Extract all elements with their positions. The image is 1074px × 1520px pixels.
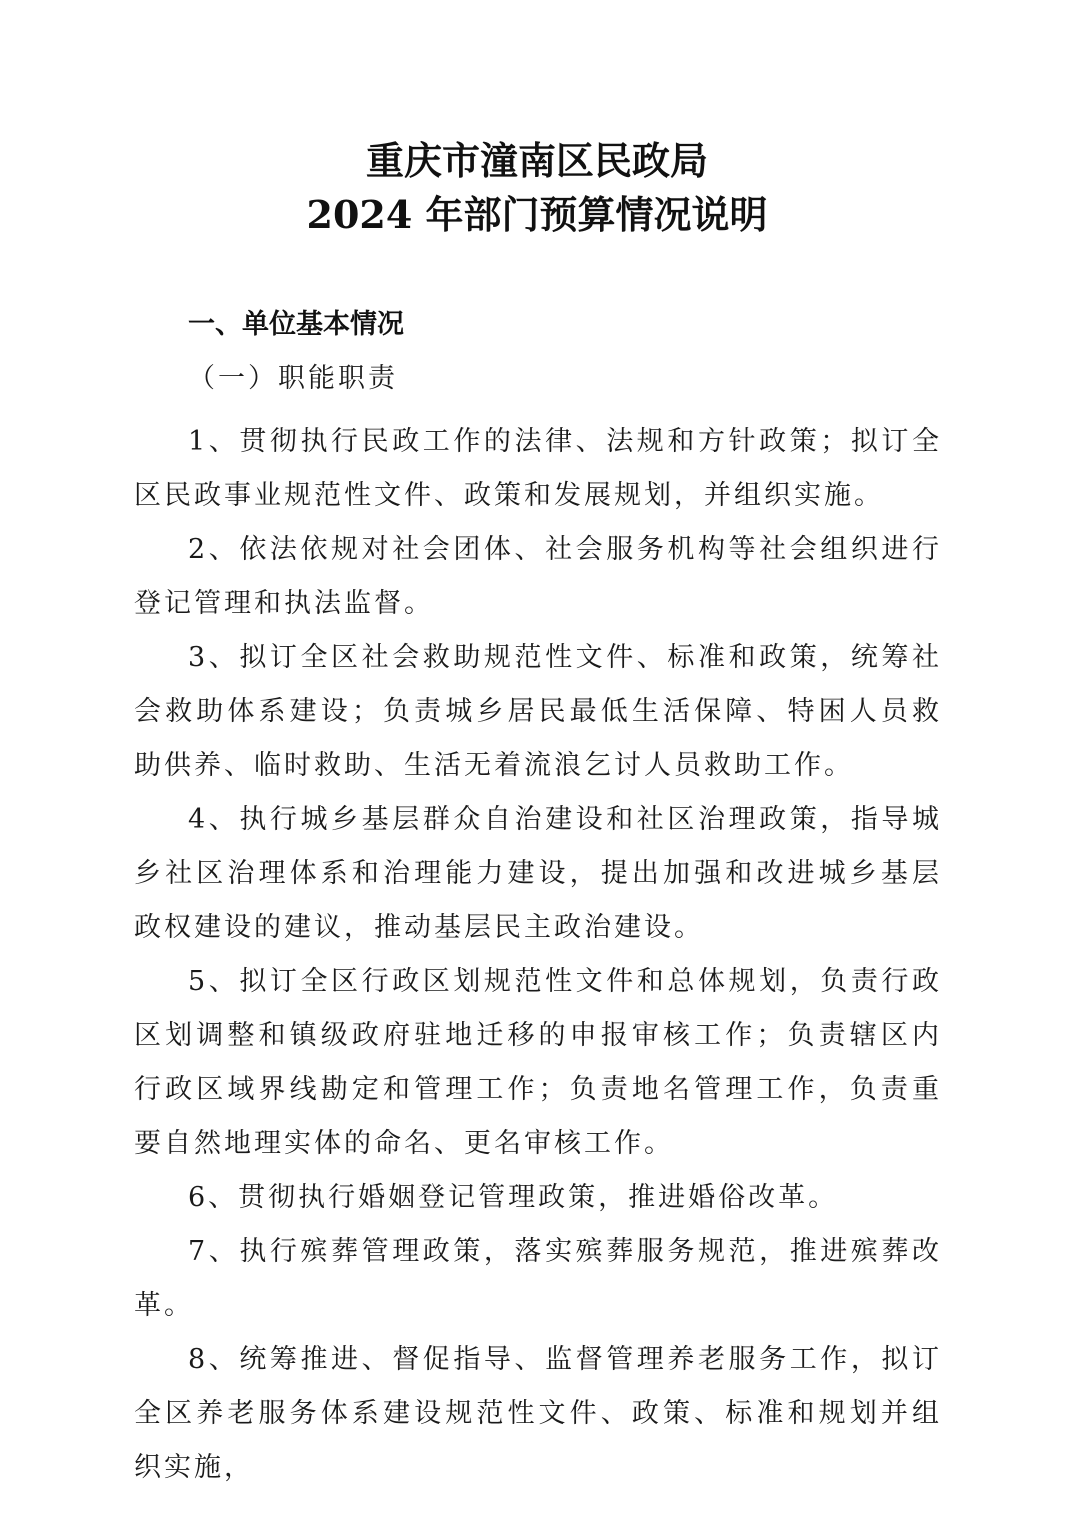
duty-item-7: 7、执行殡葬管理政策，落实殡葬服务规范，推进殡葬改革。 xyxy=(134,1236,942,1321)
document-title-line-2: 2024 年部门预算情况说明 xyxy=(306,192,768,237)
duty-item-5: 5、拟订全区行政区划规范性文件和总体规划，负责行政区划调整和镇级政府驻地迁移的申报审核工作；负责辖区内行政区域界线勘定和管理工作；负责地名管理工作，负责重要自然地理实体的命名、更名审核工作。 xyxy=(134,966,942,1159)
duty-item-3: 3、拟订全区社会救助规范性文件、标准和政策，统筹社会救助体系建设；负责城乡居民最低生活保障、特困人员救助供养、临时救助、生活无着流浪乞讨人员救助工作。 xyxy=(134,642,942,781)
duties-list xyxy=(134,415,942,1495)
duty-item-4: 4、执行城乡基层群众自治建设和社区治理政策，指导城乡社区治理体系和治理能力建设，提出加强和改进城乡基层政权建设的建议，推动基层民主政治建设。 xyxy=(134,804,942,943)
subsection-heading-duties: （一）职能职责 xyxy=(188,363,398,394)
duty-item-1: 1、贯彻执行民政工作的法律、法规和方针政策；拟订全区民政事业规范性文件、政策和发展规划，并组织实施。 xyxy=(134,426,942,511)
duty-item-8: 8、统筹推进、督促指导、监督管理养老服务工作，拟订全区养老服务体系建设规范性文件、政策、标准和规划并组织实施， xyxy=(134,1344,942,1483)
duty-item-2: 2、依法依规对社会团体、社会服务机构等社会组织进行登记管理和执法监督。 xyxy=(134,534,942,619)
duty-item-6: 6、贯彻执行婚姻登记管理政策，推进婚俗改革。 xyxy=(188,1182,839,1213)
section-heading-basic-info: 一、单位基本情况 xyxy=(188,309,404,340)
document-title-line-1: 重庆市潼南区民政局 xyxy=(365,138,708,183)
